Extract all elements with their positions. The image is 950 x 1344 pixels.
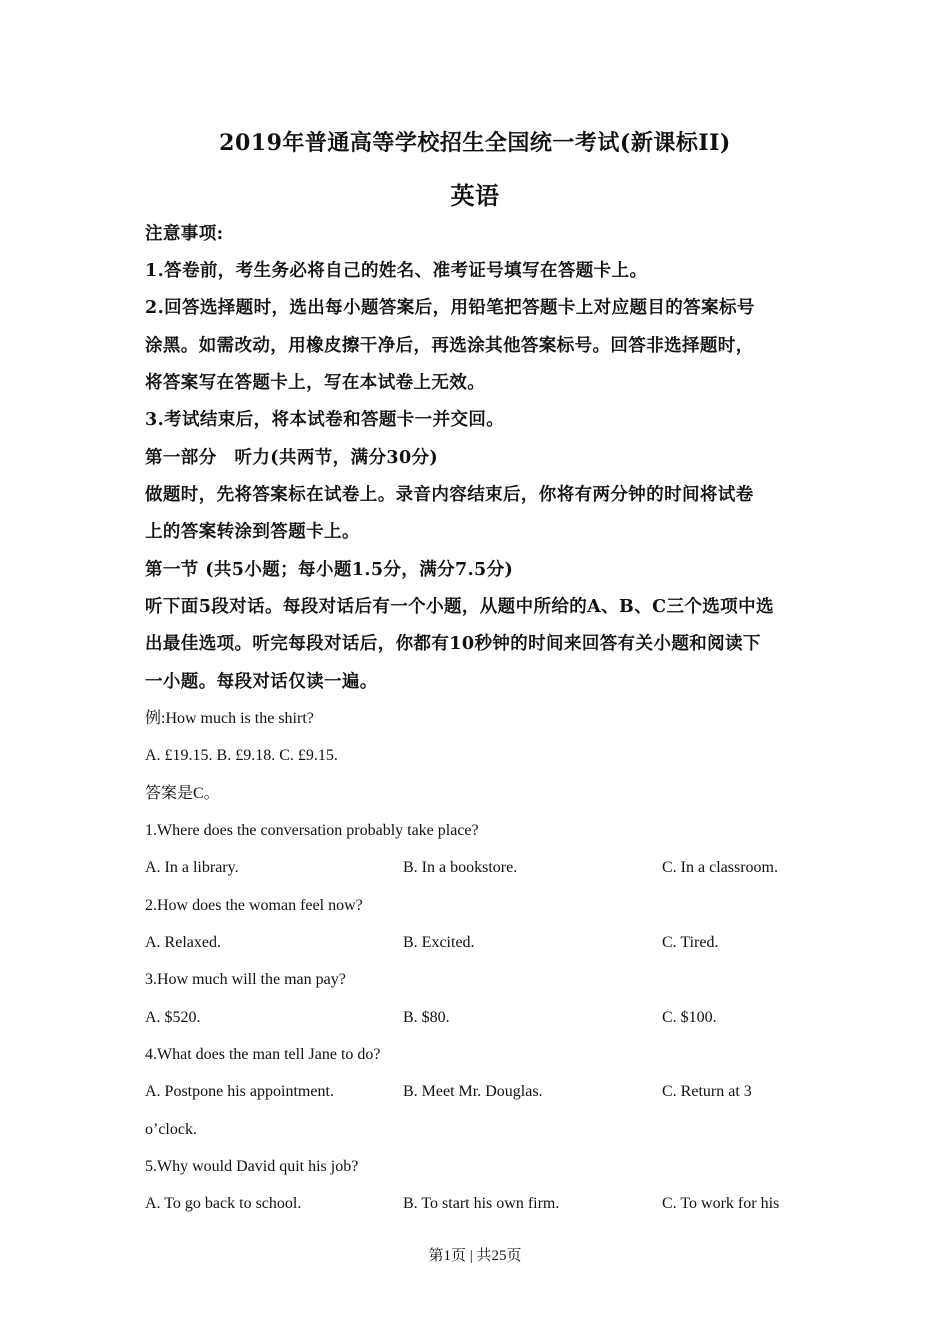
question-4-option-b: B. Meet Mr. Douglas. [403,1083,543,1100]
question-4-option-c-continued: o’clock. [145,1121,197,1138]
question-1-option-a: A. In a library. [145,859,239,876]
part1-heading: 第一部分 听力(共两节，满分30分) [145,448,439,468]
example-options: A. £19.15. B. £9.18. C. £9.15. [145,747,338,764]
question-4-option-a: A. Postpone his appointment. [145,1083,334,1100]
question-1: 1.Where does the conversation probably take place? [145,822,479,839]
section1-heading: 第一节 (共5小题；每小题1.5分，满分7.5分) [145,560,514,580]
page-footer: 第1页 | 共25页 [428,1248,522,1264]
question-1-option-c: C. In a classroom. [662,859,778,876]
notice-1: 1.答卷前，考生务必将自己的姓名、准考证号填写在答题卡上。 [145,261,648,281]
question-3: 3.How much will the man pay? [145,971,346,988]
question-4-option-c: C. Return at 3 [662,1083,752,1100]
exam-title: 2019年普通高等学校招生全国统一考试(新课标II) [219,130,731,156]
section1-instruction-line-3: 一小题。每段对话仅读一遍。 [145,672,378,692]
notice-2-line-1: 2.回答选择题时，选出每小题答案后，用铅笔把答题卡上对应题目的答案标号 [145,298,755,318]
question-3-option-a: A. $520. [145,1009,201,1026]
question-2: 2.How does the woman feel now? [145,897,363,914]
notice-2-line-2: 涂黑。如需改动，用橡皮擦干净后，再选涂其他答案标号。回答非选择题时， [145,336,754,356]
example-answer: 答案是C。 [145,785,220,802]
notice-2-line-3: 将答案写在答题卡上，写在本试卷上无效。 [145,373,486,393]
notice-heading: 注意事项: [145,224,224,244]
question-5-option-c: C. To work for his [662,1195,780,1212]
question-4: 4.What does the man tell Jane to do? [145,1046,381,1063]
part1-instruction-line-2: 上的答案转涂到答题卡上。 [145,522,360,542]
notice-3: 3.考试结束后，将本试卷和答题卡一并交回。 [145,410,505,430]
question-5-option-a: A. To go back to school. [145,1195,302,1212]
question-1-option-b: B. In a bookstore. [403,859,518,876]
subject-title: 英语 [450,181,500,210]
question-5: 5.Why would David quit his job? [145,1158,359,1175]
question-3-option-c: C. $100. [662,1009,717,1026]
question-2-option-a: A. Relaxed. [145,934,221,951]
question-3-option-b: B. $80. [403,1009,450,1026]
part1-instruction-line-1: 做题时，先将答案标在试卷上。录音内容结束后，你将有两分钟的时间将试卷 [145,485,754,505]
question-5-option-b: B. To start his own firm. [403,1195,560,1212]
section1-instruction-line-2: 出最佳选项。听完每段对话后，你都有10秒钟的时间来回答有关小题和阅读下 [145,634,761,654]
question-2-option-c: C. Tired. [662,934,719,951]
example-question: 例:How much is the shirt? [145,710,314,727]
question-2-option-b: B. Excited. [403,934,475,951]
section1-instruction-line-1: 听下面5段对话。每段对话后有一个小题，从题中所给的A、B、C三个选项中选 [145,597,774,617]
